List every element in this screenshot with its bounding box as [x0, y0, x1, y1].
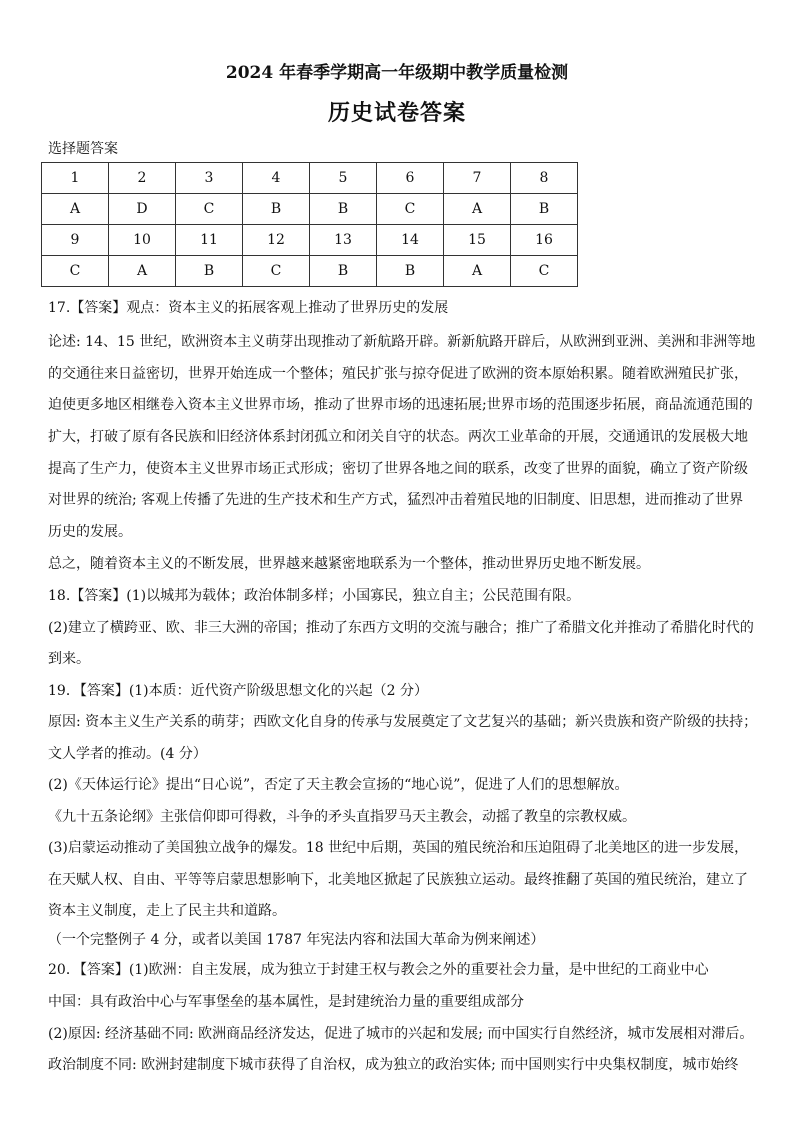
answer-cell: D [109, 194, 176, 225]
text-line: 迫使更多地区相继卷入资本主义世界市场，推动了世界市场的迅速拓展;世界市场的范围逐步拓展，商品流通范围的 [48, 397, 753, 413]
text-line: (2)《天体运行论》提出“日心说”，否定了天主教会宣扬的“地心说”，促进了人们的思想解放。 [48, 777, 629, 793]
answer-cell: C [511, 256, 578, 287]
answer-cell: B [310, 194, 377, 225]
question-number-cell: 4 [243, 163, 310, 194]
text-line: 中国：具有政治中心与军事堡垒的基本属性，是封建统治力量的重要组成部分 [48, 994, 524, 1010]
question-number-cell: 16 [511, 225, 578, 256]
question-number-cell: 10 [109, 225, 176, 256]
table-row [42, 163, 578, 194]
answer-cell: C [243, 256, 310, 287]
answer-cell: A [42, 194, 109, 225]
answer-cell: A [109, 256, 176, 287]
text-line: 在天赋人权、自由、平等等启蒙思想影响下，北美地区掀起了民族独立运动。最终推翻了英国的殖民统治，建立了 [48, 872, 748, 888]
question-number-cell: 2 [109, 163, 176, 194]
question-number-cell: 14 [377, 225, 444, 256]
question-number-cell: 3 [176, 163, 243, 194]
text-line: (2)原因: 经济基础不同: 欧洲商品经济发达，促进了城市的兴起和发展; 而中国实行自然经济，城市发展相对滞后。 [48, 1026, 754, 1042]
text-line: 原因: 资本主义生产关系的萌芽；西欧文化自身的传承与发展奠定了文艺复兴的基础；新兴贵族和资产阶级的扶持； [48, 714, 758, 730]
answer-cell: A [444, 256, 511, 287]
text-line: 扩大，打破了原有各民族和旧经济体系封闭孤立和闭关自守的状态。两次工业革命的开展，交通通讯的发展极大地 [48, 429, 748, 445]
text-line: 资本主义制度，走上了民主共和道路。 [48, 903, 286, 919]
text-line: 提高了生产力，使资本主义世界市场正式形成；密切了世界各地之间的联系，改变了世界的面貌，确立了资产阶级 [48, 461, 748, 477]
page-title: 历史试卷答案 [327, 100, 466, 126]
answer-cell: B [377, 256, 444, 287]
answer-cell: C [42, 256, 109, 287]
table-row [42, 225, 578, 256]
text-line: (2)建立了横跨亚、欧、非三大洲的帝国；推动了东西方文明的交流与融合；推广了希腊文化并推动了希腊化时代的 [48, 620, 754, 636]
table-row [42, 256, 578, 287]
table-row [42, 194, 578, 225]
text-line: 20．【答案】(1)欧洲：自主发展，成为独立于封建王权与教会之外的重要社会力量，是中世纪的工商业中心 [48, 962, 709, 978]
question-number-cell: 6 [377, 163, 444, 194]
text-line: (3)启蒙运动推动了美国独立战争的爆发。18 世纪中后期，英国的殖民统治和压迫阻碍了北美地区的进一步发展， [48, 840, 749, 856]
exam-title: 2024 年春季学期高一年级期中教学质量检测 [225, 63, 569, 83]
text-line: （一个完整例子 4 分，或者以美国 1787 年宪法内容和法国大革命为例来阐述） [48, 932, 545, 948]
answer-cell: B [511, 194, 578, 225]
text-line: 对世界的统治; 客观上传播了先进的生产技术和生产方式，猛烈冲击着殖民地的旧制度、旧思想，进而推动了世界 [48, 492, 744, 508]
question-number-cell: 9 [42, 225, 109, 256]
text-line: 18.【答案】(1)以城邦为载体；政治体制多样；小国寡民，独立自主；公民范围有限。 [48, 588, 581, 604]
answer-cell: B [243, 194, 310, 225]
question-number-cell: 8 [511, 163, 578, 194]
text-line: 到来。 [48, 651, 90, 667]
question-number-cell: 7 [444, 163, 511, 194]
answer-cell: C [377, 194, 444, 225]
text-line: 论述: 14、15 世纪，欧洲资本主义萌芽出现推动了新航路开辟。新新航路开辟后，从欧洲到亚洲、美洲和非洲等地 [48, 334, 756, 350]
answer-cell: C [176, 194, 243, 225]
choice-answer-table [41, 162, 578, 287]
question-number-cell: 13 [310, 225, 377, 256]
text-line: 的交通往来日益密切，世界开始连成一个整体；殖民扩张与掠夺促进了欧洲的资本原始积累。随着欧洲殖民扩张， [48, 366, 748, 382]
text-line: 政治制度不同: 欧洲封建制度下城市获得了自治权，成为独立的政治实体; 而中国则实行中央集权制度，城市始终 [48, 1057, 739, 1073]
text-line: 文人学者的推动。(4 分） [48, 746, 207, 762]
text-line: 19．【答案】(1)本质：近代资产阶级思想文化的兴起（2 分） [48, 683, 429, 699]
question-number-cell: 15 [444, 225, 511, 256]
text-line: 《九十五条论纲》主张信仰即可得救，斗争的矛头直指罗马天主教会，动摇了教皇的宗教权威。 [48, 809, 636, 825]
choice-answer-label: 选择题答案 [48, 141, 118, 157]
answer-cell: A [444, 194, 511, 225]
answer-cell: B [310, 256, 377, 287]
answer-cell: B [176, 256, 243, 287]
text-line: 历史的发展。 [48, 524, 132, 540]
question-number-cell: 12 [243, 225, 310, 256]
text-line: 17.【答案】观点：资本主义的拓展客观上推动了世界历史的发展 [48, 300, 449, 316]
question-number-cell: 5 [310, 163, 377, 194]
question-number-cell: 1 [42, 163, 109, 194]
text-line: 总之，随着资本主义的不断发展，世界越来越紧密地联系为一个整体，推动世界历史地不断发展。 [48, 556, 650, 572]
question-number-cell: 11 [176, 225, 243, 256]
